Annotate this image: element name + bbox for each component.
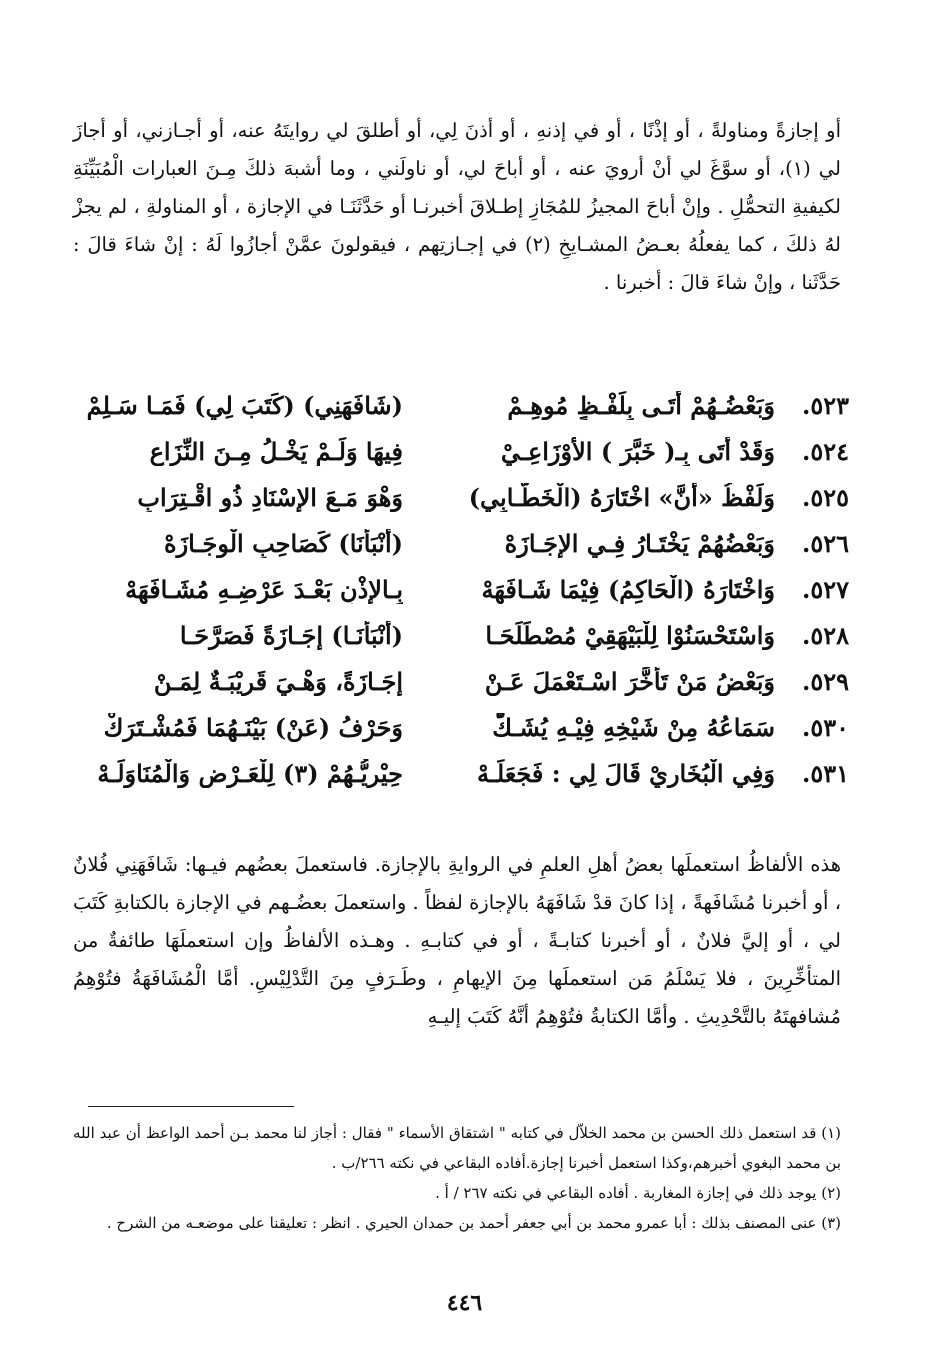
footnote-2: (٢) يوجد ذلك في إجازة المغاربة . أفاده البقاعي في نكته ٢٦٧ / أ . bbox=[435, 1184, 841, 1202]
verse-number: ٥٢٨. bbox=[801, 620, 849, 650]
introductory-paragraph bbox=[73, 112, 841, 302]
verse-second-hemistich: فِيهَا وَلَـمْ يَخْـلُ مِـنَ النِّزَاعِ bbox=[149, 436, 403, 466]
verse-second-hemistich: وَهْوَ مَـعَ الإِسْنَادِ ذُو اقْـتِرَابِ bbox=[137, 482, 403, 512]
verse-number: ٥٢٧. bbox=[801, 574, 849, 604]
verse-first-hemistich: سَمَاعُهُ مِنْ شَيْخِهِ فِيْـهِ يُشَـكّْ bbox=[492, 712, 775, 742]
verse-number: ٥٢٤. bbox=[801, 436, 849, 466]
verse-number: ٥٢٦. bbox=[801, 528, 849, 558]
verse-second-hemistich: (شَافَهَنِي) (كَتَبَ لِي) فَمَـا سَـلِمْ bbox=[86, 390, 403, 420]
verse-first-hemistich: وَلَفْظُ «أَنَّ» اخْتَارَهُ (الْخَطَّـابِي) bbox=[468, 482, 775, 512]
verse-number: ٥٣٠. bbox=[801, 712, 849, 742]
verse-529 bbox=[79, 658, 849, 704]
verse-523 bbox=[79, 382, 849, 428]
verse-first-hemistich: وَبَعْضُـهُمْ أَتَـى بِلَفْـظٍ مُوهِـمْ bbox=[507, 390, 775, 420]
verse-528 bbox=[79, 612, 849, 658]
verse-first-hemistich: وَقَدْ أَتَى بِـ( خَبَّرَ ) الأَوْزَاعِـيْ bbox=[500, 436, 775, 466]
verse-first-hemistich: وَاخْتَارَهُ (الْحَاكِمُ) فِيْمَا شَـافَهَهْ bbox=[481, 574, 775, 604]
verse-526 bbox=[79, 520, 849, 566]
verse-524 bbox=[79, 428, 849, 474]
footnotes bbox=[73, 1118, 841, 1238]
paragraph-text: أو إجازةً ومناولةً ، أو إذْنًا ، أو في إذنهِ ، أو أذنَ لِي، أو أطلقَ لي روايتَهُ عنه، أو أجـازني، أو أجازَ لي (١)، أو سوَّغَ لي أنْ أرويَ عنه ، أو أباحَ لي، أو ناولَني ، وما أشبهَ ذلكَ مِـنَ العبارات الْمُبَيِّنَةِ لكيفيةِ التحمُّلِ . وإنْ أباحَ المجيزُ للمُجَازِ إطـلاقَ أخبرنـا أو حَدَّثَنَـا في الإجازة ، أو المناولةِ ، لم يجزْ لهُ ذلكَ ، كما يفعلُهُ بعـضُ المشـايخِ (٢) في إجـازتِهم ، فيقولونَ عمَّنْ أجازُوا لَهُ : إنْ شاءَ قالَ : حَدَّثَنا ، وإنْ شاءَ قالَ : أخبرنا . bbox=[73, 119, 841, 294]
verse-second-hemistich: (أَنْبَأَنَا) كَصَاحِبِ الْوِجَـازَهْ bbox=[164, 528, 403, 558]
commentary-paragraph bbox=[73, 846, 841, 1036]
verse-number: ٥٣١. bbox=[801, 758, 849, 788]
verse-second-hemistich: حِيْرِيُّـهُمْ (٣) لِلْعَـرْضِ وَالْمُنَاوَلَـهْ bbox=[97, 758, 403, 788]
verse-second-hemistich: وَحَرْفُ (عَنْ) بَيْنَـهُمَا فَمُشْـتَرَكْ bbox=[103, 712, 403, 742]
verse-first-hemistich: وَبَعْضُهُمْ يَخْتَـارُ فِـي الإِجَـازَهْ bbox=[504, 528, 775, 558]
verse-number: ٥٢٣. bbox=[801, 390, 849, 420]
page-number: ٤٤٦ bbox=[446, 1290, 483, 1316]
verse-number: ٥٢٩. bbox=[801, 666, 849, 696]
verse-first-hemistich: وَفِي الْبُخَارِيْ قَالَ لِي : فَجَعَلَـهْ bbox=[476, 758, 775, 788]
verse-second-hemistich: (أَنْبَأَنَـا) إِجَـازَةً فَصَرَّحَـا bbox=[179, 620, 403, 650]
paragraph-text: هذه الألفاظُ استعملَها بعضُ أهلِ العلمِ في الروايةِ بالإجازة. فاستعملَ بعضُهم فيـها: شَافَهَنِي فُلانٌ ، أو أخبرنا مُشَافَهةً ، إذا كانَ قدْ شَافَهَهُ بالإجازة لفظاً . واستعملَ بعضُـهم في الإجازة بالكتابةِ كَتَبَ لي ، أو إليَّ فلانٌ ، أو أخبرنا كتابـةً ، أو في كتابـهِ . وهـذه الألفاظُ وإن استعملَهَا طائفةٌ من المتأخِّرِينَ ، فلا يَسْلَمُ مَن استعملَها مِنَ الإيهامِ ، وطَـرَفٍ مِنَ التَّدْلِيْسِ. أمَّا الْمُشَافَهَةُ فتُوْهِمُ مُشافهتَهُ بالتَّحْدِيثِ . وأمَّا الكتابةُ فتُوْهِمُ أنَّهُ كَتَبَ إليـهِ bbox=[73, 853, 841, 1028]
footnote-1: (١) قد استعمل ذلك الحسن بن محمد الخلاّل في كتابه " اشتقاق الأسماء " فقال : أجاز لنا محمد بـن أحمد الواعظ أن عبد الله بن محمد البغوي أخبرهم،وكذا استعمل أخبرنا إجازة.أفاده البقاعي في نكته ٢٦٦/ب . bbox=[73, 1124, 841, 1172]
verse-530 bbox=[79, 704, 849, 750]
poem-verses bbox=[79, 382, 849, 796]
verse-number: ٥٢٥. bbox=[801, 482, 849, 512]
verse-second-hemistich: إِجَـازَةً، وَهْـيَ قَرِيْبَـةٌ لِمَـنْ bbox=[153, 666, 403, 696]
verse-525 bbox=[79, 474, 849, 520]
verse-first-hemistich: وَبَعْضُ مَنْ تَأَخَّرَ اسْـتَعْمَلَ عَـنْ bbox=[484, 666, 775, 696]
footnote-3: (٣) عنى المصنف بذلك : أبا عمرو محمد بن أبي جعفر أحمد بن حمدان الحيري . انظر : تعليقنا على موضعـه من الشرح . bbox=[106, 1214, 841, 1232]
verse-second-hemistich: بِـالإِذْنِ بَعْـدَ عَرْضِـهِ مُشَـافَهَهْ bbox=[125, 574, 403, 604]
verse-first-hemistich: وَاسْتَحْسَنُوْا لِلْبَيْهَقِيْ مُصْطَلَحَـا bbox=[485, 620, 775, 650]
verse-531 bbox=[79, 750, 849, 796]
verse-527 bbox=[79, 566, 849, 612]
footnote-separator bbox=[88, 1106, 294, 1107]
